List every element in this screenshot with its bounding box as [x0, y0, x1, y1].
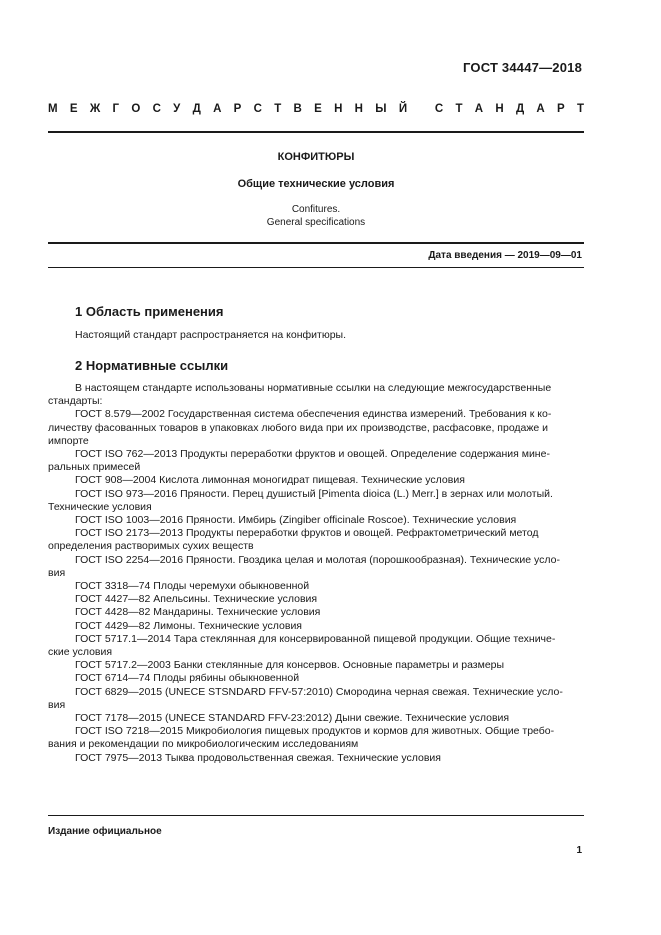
reference-line: ГОСТ 6714—74 Плоды рябины обыкновенной	[75, 672, 300, 685]
reference-line: Технические условия	[48, 500, 152, 513]
banner-letter: С	[152, 103, 161, 115]
banner-letter: А	[213, 103, 222, 115]
banner-letter: У	[173, 103, 181, 115]
banner-letter: Н	[354, 103, 363, 115]
banner-letter: О	[131, 103, 141, 115]
interstate-standard-banner	[48, 103, 584, 115]
banner-letter: С	[253, 103, 262, 115]
title-rule	[48, 242, 584, 244]
reference-line: ГОСТ ISO 973—2016 Пряности. Перец душистый [Pimenta dioica (L.) Merr.] в зернах или молотый.	[75, 487, 553, 500]
banner-letter: Р	[233, 103, 242, 115]
banner-letter: А	[536, 103, 545, 115]
reference-line: ГОСТ 5717.2—2003 Банки стеклянные для консервов. Основные параметры и размеры	[75, 659, 505, 672]
reference-line: вия	[48, 566, 66, 579]
reference-line: определения растворимых сухих веществ	[48, 540, 254, 553]
banner-letter: Т	[576, 103, 584, 115]
banner-letter: Р	[557, 103, 565, 115]
banner-letter: В	[293, 103, 302, 115]
footer-rule	[48, 815, 584, 816]
reference-line: ГОСТ ISO 7218—2015 Микробиология пищевых продуктов и кормов для животных. Общие требо-	[75, 725, 555, 738]
banner-letter: Д	[192, 103, 201, 115]
header-rule	[48, 131, 584, 133]
section-1-text: Настоящий стандарт распространяется на конфитюры.	[75, 329, 347, 341]
document-number: ГОСТ 34447—2018	[463, 60, 582, 75]
normative-references-list	[48, 382, 583, 765]
date-rule	[48, 267, 584, 268]
reference-line: В настоящем стандарте использованы нормативные ссылки на следующие межгосударственные	[75, 382, 552, 394]
reference-line: ГОСТ 4429—82 Лимоны. Технические условия	[75, 619, 302, 632]
banner-letter: Т	[455, 103, 463, 115]
banner-letter: Н	[334, 103, 343, 115]
banner-letter: Е	[314, 103, 322, 115]
reference-line: вания и рекомендации по микробиологическим исследованиям	[48, 738, 359, 751]
reference-line: ГОСТ 7975—2013 Тыква продовольственная свежая. Технические условия	[75, 751, 441, 764]
banner-letter: А	[474, 103, 484, 115]
banner-letter: Ы	[375, 103, 387, 115]
banner-letter: Й	[398, 103, 408, 115]
banner-letter: Н	[495, 103, 504, 115]
section-2-heading: 2 Нормативные ссылки	[75, 358, 229, 373]
banner-letter: Е	[69, 103, 78, 115]
banner-letter: М	[48, 103, 58, 115]
reference-line: ГОСТ 4427—82 Апельсины. Технические условия	[75, 593, 318, 606]
reference-line: ГОСТ 8.579—2002 Государственная система обеспечения единства измерений. Требования к ко-	[75, 408, 552, 421]
reference-line: ГОСТ ISO 762—2013 Продукты переработки фруктов и овощей. Определение содержания мине-	[75, 448, 550, 461]
english-title	[48, 203, 584, 229]
page-number: 1	[576, 845, 582, 856]
reference-line: ральных примесей	[48, 461, 141, 474]
reference-line: ские условия	[48, 646, 113, 659]
english-title-line-1: Confitures.	[291, 204, 341, 215]
reference-line: ГОСТ 4428—82 Мандарины. Технические условия	[75, 606, 321, 619]
reference-line: ГОСТ 5717.1—2014 Тара стеклянная для консервированной пищевой продукции. Общие техниче-	[75, 632, 556, 645]
section-1-heading: 1 Область применения	[75, 304, 224, 319]
reference-line: ГОСТ ISO 1003—2016 Пряности. Имбирь (Zingiber officinale Roscoe). Технические условия	[75, 514, 517, 527]
introduction-date: Дата введения — 2019—09—01	[428, 250, 582, 261]
reference-line: ГОСТ ISO 2254—2016 Пряности. Гвоздика целая и молотая (порошкообразная). Технические усло-	[75, 553, 560, 566]
reference-line: личеству фасованных товаров в упаковках любого вида при их производстве, расфасовке, продаже и	[48, 421, 549, 434]
reference-line: ГОСТ ISO 2173—2013 Продукты переработки фруктов и овощей. Рефрактометрический метод	[75, 527, 539, 540]
banner-letter: Т	[274, 103, 282, 115]
reference-line: стандарты:	[48, 395, 103, 408]
reference-line: импорте	[48, 434, 89, 447]
document-title: КОНФИТЮРЫ	[277, 151, 355, 163]
reference-line: ГОСТ 6829—2015 (UNECE STSNDARD FFV-57:2010) Смородина черная свежая. Технические усло-	[75, 685, 563, 698]
english-title-line-2: General specifications	[266, 217, 366, 228]
document-subtitle: Общие технические условия	[237, 178, 395, 190]
banner-letter	[419, 103, 422, 115]
reference-line: вия	[48, 698, 66, 711]
banner-letter: С	[434, 103, 444, 115]
banner-letter: Д	[515, 103, 525, 115]
banner-letter: Г	[112, 103, 120, 115]
edition-label: Издание официальное	[48, 826, 162, 837]
reference-line: ГОСТ 3318—74 Плоды черемухи обыкновенной	[75, 580, 310, 593]
reference-line: ГОСТ 908—2004 Кислота лимонная моногидрат пищевая. Технические условия	[75, 474, 465, 487]
banner-letter: Ж	[89, 103, 101, 115]
reference-line: ГОСТ 7178—2015 (UNECE STANDARD FFV-23:2012) Дыни свежие. Технические условия	[75, 712, 510, 725]
